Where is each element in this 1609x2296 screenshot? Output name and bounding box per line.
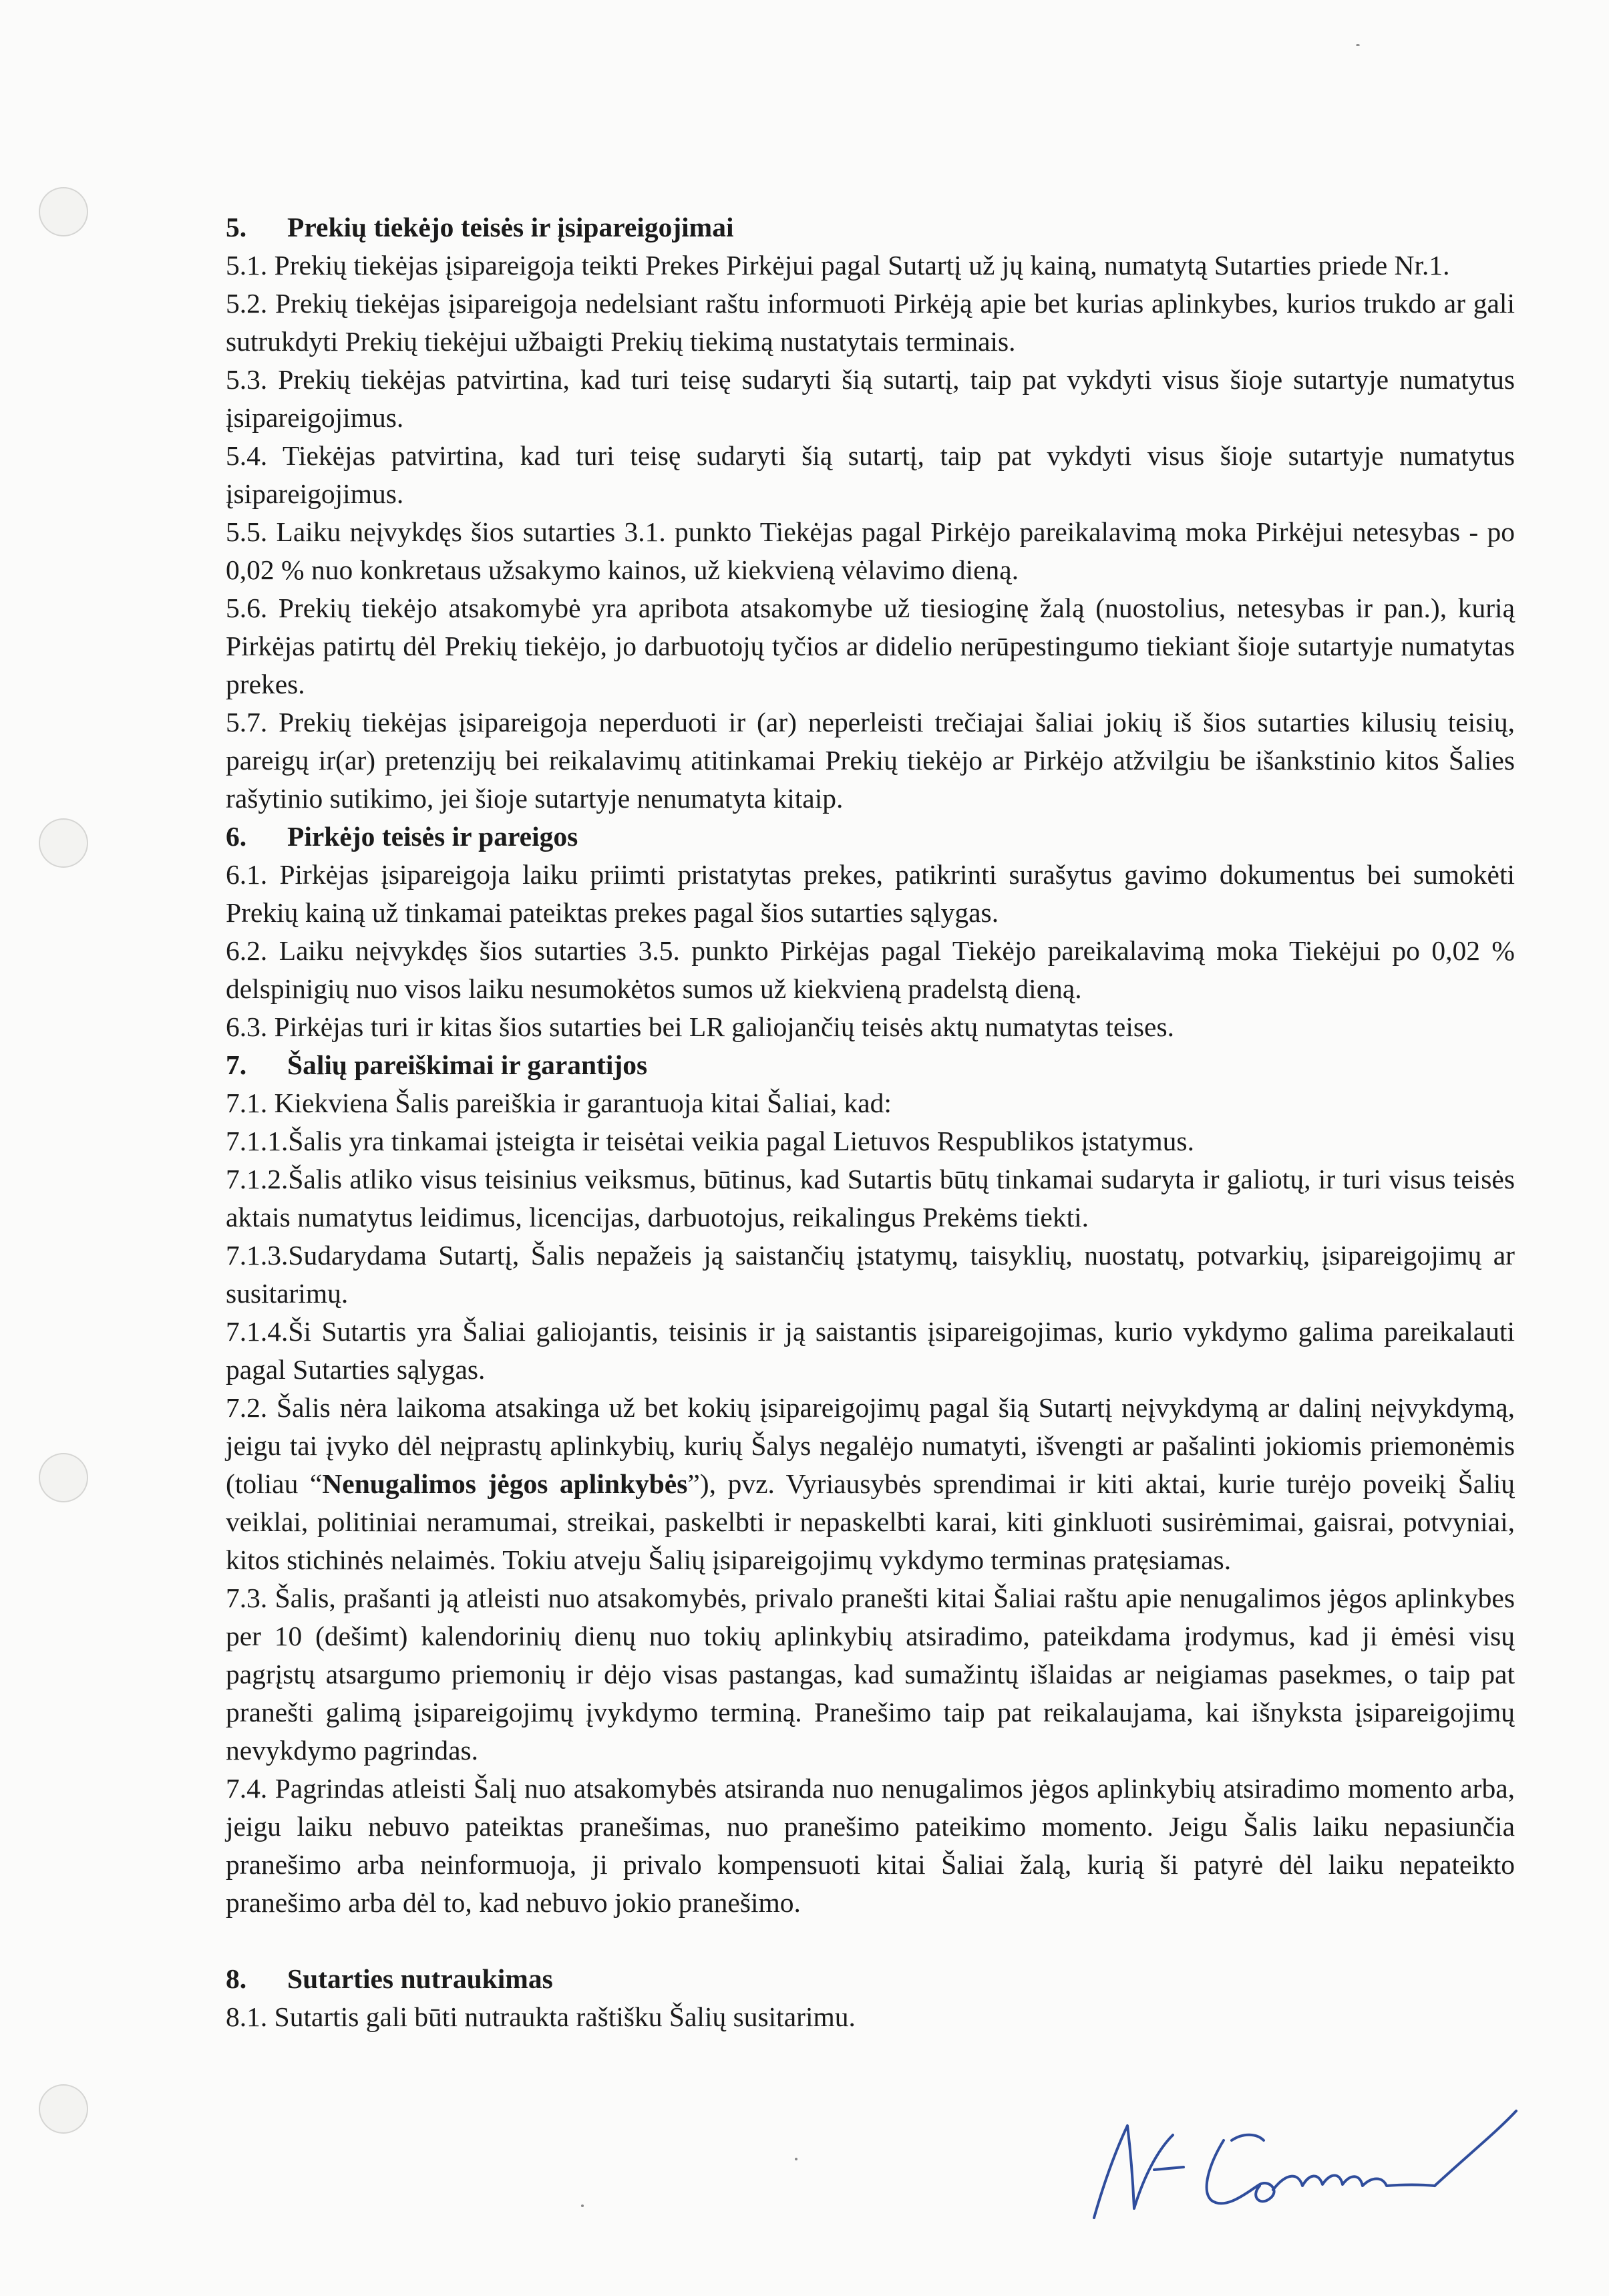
clause-5-3: 5.3. Prekių tiekėjas patvirtina, kad turi teisę sudaryti šią sutartį, taip pat vykdyti visus šioje sutartyje numatytus įsipareigojimus.	[226, 364, 1515, 433]
clause-7-3: 7.3. Šalis, prašanti ją atleisti nuo atsakomybės, privalo pranešti kitai Šaliai raštu apie nenugalimos jėgos aplinkybes per 10 (dešimt) kalendorinių dienų nuo tokių aplinkybių atsiradimo, pateikdama įrodymus, kad ji ėmėsi visų pagrįstų atsargumo priemonių ir dėjo visas pastangas, kad sumažintų išlaidas ar neigiamas pasekmes, o taip pat pranešti galimą įsipareigojimų įvykdymo terminą. Pranešimo taip pat reikalaujama, kai išnyksta įsipareigojimų nevykdymo pagrindas.	[226, 1583, 1515, 1766]
punch-hole	[39, 2084, 88, 2134]
section-heading-6	[226, 818, 1515, 856]
clause-7-2-text-end: ”), pvz. Vyriausybės sprendimai ir kiti aktai, kurie turėjo poveikį Šalių veiklai, politiniai neramumai, streikai, paskelbti ir nepaskelbti karai, kiti ginkluoti susirėmimai, gaisrai, potvyniai, kitos stichinės nelaimės. Tokiu atveju Šalių įsipareigojimų vykdymo terminas pratęsiamas.	[226, 1468, 1515, 1575]
contract-body	[226, 208, 1515, 2036]
handwritten-signature	[1069, 2084, 1536, 2238]
clause-7-2	[226, 1389, 1515, 1579]
clause-7-1-2: 7.1.2.Šalis atliko visus teisinius veiksmus, būtinus, kad Sutartis būtų tinkamai sudaryta ir galiotų, ir turi visus teisės aktais numatytus leidimus, licencijas, darbuotojus, reikalingus Prekėms tiekti.	[226, 1164, 1515, 1233]
clause-5-6: 5.6. Prekių tiekėjo atsakomybė yra apribota atsakomybe už tiesioginę žalą (nuostolius, netesybas ir pan.), kurią Pirkėjas patirtų dėl Prekių tiekėjo, jo darbuotojų tyčios ar didelio nerūpestingumo tiekiant šioje sutartyje numatytas prekes.	[226, 593, 1515, 699]
scan-speck	[581, 2204, 584, 2207]
clause-6-3: 6.3. Pirkėjas turi ir kitas šios sutarties bei LR galiojančių teisės aktų numatytas teises.	[226, 1011, 1174, 1042]
clause-8-1: 8.1. Sutartis gali būti nutraukta raštišku Šalių susitarimu.	[226, 2001, 856, 2032]
clause-7-4: 7.4. Pagrindas atleisti Šalį nuo atsakomybės atsiranda nuo nenugalimos jėgos aplinkybių atsiradimo momento arba, jeigu laiku nebuvo pateiktas pranešimas, nuo pranešimo pateikimo momento. Jeigu Šalis laiku nepasiunčia pranešimo arba neinformuoja, ji privalo kompensuoti kitai Šaliai žalą, kurią ši patyrė dėl laiku nepateikto pranešimo arba dėl to, kad nebuvo jokio pranešimo.	[226, 1773, 1515, 1918]
section-heading-8	[226, 1960, 1515, 1998]
clause-5-2: 5.2. Prekių tiekėjas įsipareigoja nedelsiant raštu informuoti Pirkėją apie bet kurias aplinkybes, kurios trukdo ar gali sutrukdyti Prekių tiekėjui užbaigti Prekių tiekimą nustatytais terminais.	[226, 288, 1515, 357]
section-number: 8.	[226, 1963, 247, 1994]
section-title: Šalių pareiškimai ir garantijos	[287, 1049, 648, 1080]
force-majeure-term: Nenugalimos jėgos aplinkybės	[322, 1468, 688, 1499]
section-heading-7	[226, 1046, 1515, 1084]
clause-6-2: 6.2. Laiku neįvykdęs šios sutarties 3.5. punkto Pirkėjas pagal Tiekėjo pareikalavimą moka Tiekėjui po 0,02 % delspinigių nuo visos laiku nesumokėtos sumos už kiekvieną pradelstą dieną.	[226, 935, 1515, 1004]
section-number: 5.	[226, 212, 247, 242]
punch-hole	[39, 1453, 88, 1502]
scan-speck	[1356, 44, 1360, 46]
section-number: 6.	[226, 821, 247, 852]
clause-7-1-1: 7.1.1.Šalis yra tinkamai įsteigta ir teisėtai veikia pagal Lietuvos Respublikos įstatymus.	[226, 1126, 1194, 1156]
section-title: Sutarties nutraukimas	[287, 1963, 553, 1994]
punch-hole	[39, 818, 88, 868]
punch-hole	[39, 187, 88, 236]
scan-speck	[795, 2158, 797, 2160]
clause-5-1: 5.1. Prekių tiekėjas įsipareigoja teikti Prekes Pirkėjui pagal Sutartį už jų kainą, numatytą Sutarties priede Nr.1.	[226, 250, 1450, 281]
section-number: 7.	[226, 1049, 247, 1080]
section-title: Prekių tiekėjo teisės ir įsipareigojimai	[287, 212, 734, 242]
clause-7-1-4: 7.1.4.Ši Sutartis yra Šaliai galiojantis, teisinis ir ją saistantis įsipareigojimas, kurio vykdymo galima pareikalauti pagal Sutarties sąlygas.	[226, 1316, 1515, 1385]
clause-5-5: 5.5. Laiku neįvykdęs šios sutarties 3.1. punkto Tiekėjas pagal Pirkėjo pareikalavimą moka Pirkėjui netesybas - po 0,02 % nuo konkretaus užsakymo kainos, už kiekvieną vėlavimo dieną.	[226, 516, 1515, 585]
clause-5-7: 5.7. Prekių tiekėjas įsipareigoja neperduoti ir (ar) neperleisti trečiajai šaliai jokių iš šios sutarties kilusių teisių, pareigų ir(ar) pretenzijų bei reikalavimų atitinkamai Prekių tiekėjo ar Pirkėjo atžvilgiu be išankstinio kitos Šalies rašytinio sutikimo, jei šioje sutartyje nenumatyta kitaip.	[226, 707, 1515, 814]
section-spacer	[226, 1922, 1515, 1960]
clause-7-1: 7.1. Kiekviena Šalis pareiškia ir garantuoja kitai Šaliai, kad:	[226, 1088, 892, 1118]
clause-5-4: 5.4. Tiekėjas patvirtina, kad turi teisę sudaryti šią sutartį, taip pat vykdyti visus šioje sutartyje numatytus įsipareigojimus.	[226, 440, 1515, 509]
clause-7-1-3: 7.1.3.Sudarydama Sutartį, Šalis nepažeis ją saistančių įstatymų, taisyklių, nuostatų, potvarkių, įsipareigojimų ar susitarimų.	[226, 1240, 1515, 1309]
clause-7-2-text-start: 7.2. Šalis nėra laikoma atsakinga už bet kokių įsipareigojimų pagal šią Sutartį neįvykdymą ar dalinį neįvykdymą, jeigu tai įvyko dėl neįprastų aplinkybių, kurių Šalys negalėjo numatyti, išvengti ar pašalinti jokiomis priemonėmis (toliau “	[226, 1392, 1515, 1499]
section-heading-5	[226, 208, 1515, 247]
section-title: Pirkėjo teisės ir pareigos	[287, 821, 578, 852]
clause-6-1: 6.1. Pirkėjas įsipareigoja laiku priimti pristatytas prekes, patikrinti surašytus gavimo dokumentus bei sumokėti Prekių kainą už tinkamai pateiktas prekes pagal šios sutarties sąlygas.	[226, 859, 1515, 928]
